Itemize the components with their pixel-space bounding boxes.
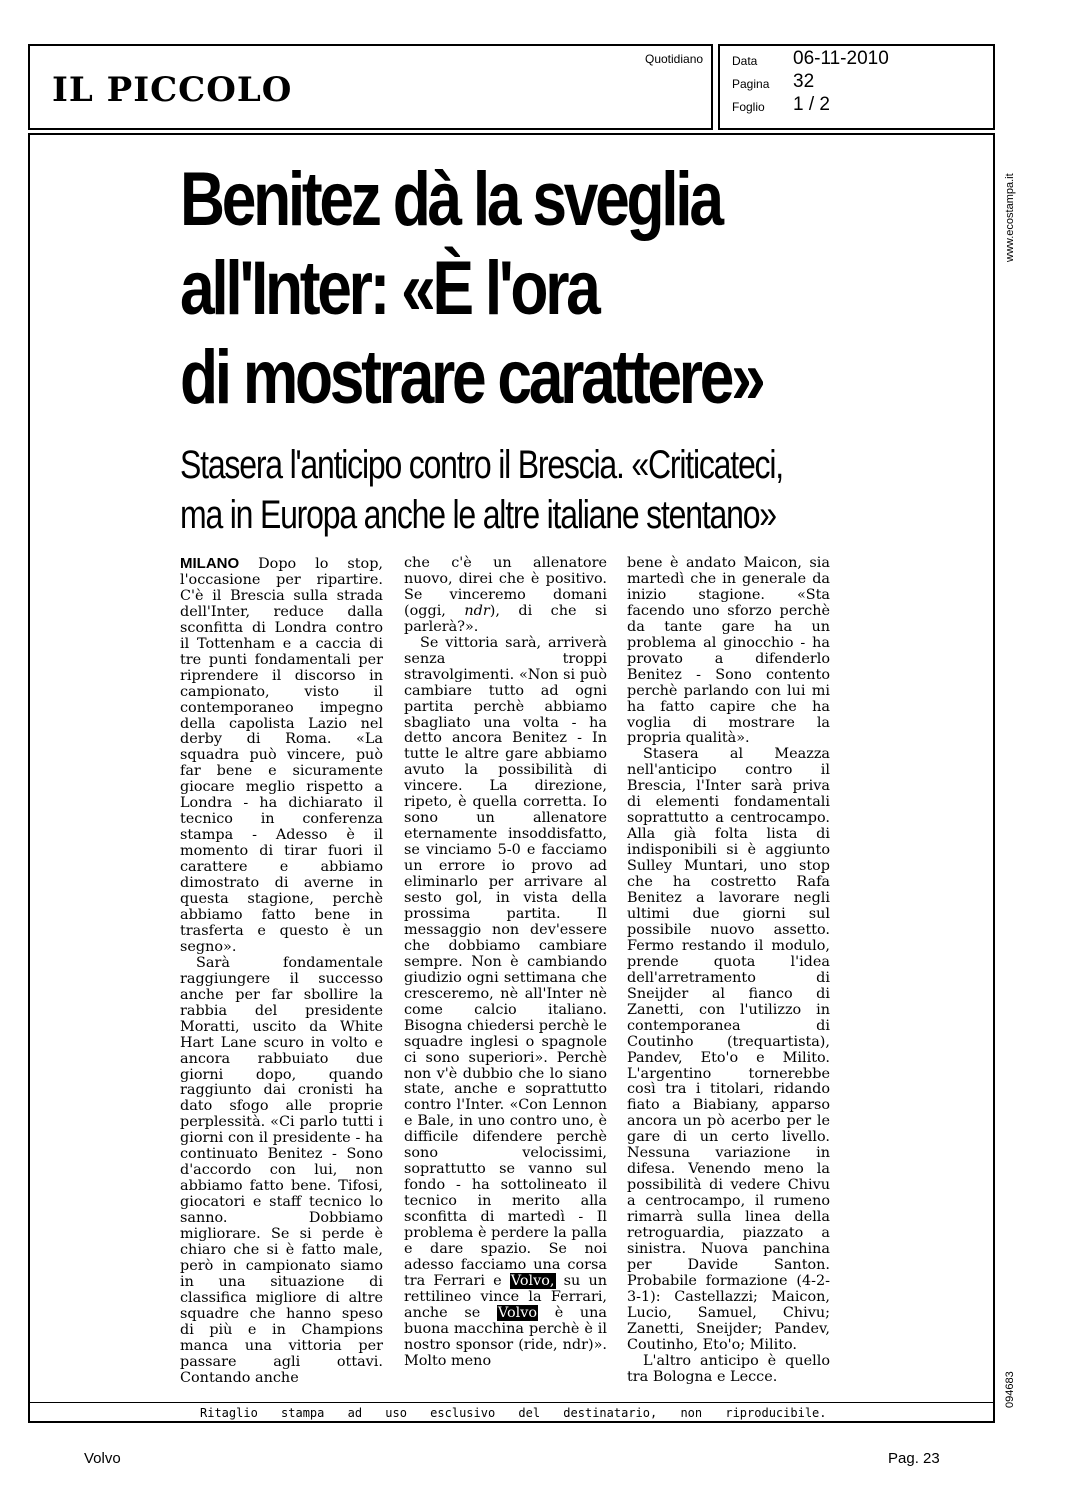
masthead: IL PICCOLO <box>52 70 293 110</box>
website-vertical: www.ecostampa.it <box>1004 173 1016 262</box>
brand-highlight: Volvo, <box>510 1272 555 1289</box>
page-number: Pag. 23 <box>888 1450 940 1467</box>
paragraph: bene è andato Maicon, sia martedì che in generale da inizio stagione. «Sta facendo uno sforzo perchè da tante gare ha un problema al ginocchio - ha provato a difenderlo Benitez - Sono contento perchè parlando con lui mi ha fatto capire che ha voglia di mostrare la propria qualità». <box>627 555 830 747</box>
publication-type: Quotidiano <box>645 52 704 66</box>
headline <box>180 155 787 422</box>
headline-line-1: Benitez dà la sveglia <box>180 157 721 242</box>
headline-line-3: di mostrare carattere» <box>180 335 763 420</box>
headline-line-2: all'Inter: «È l'ora <box>180 246 598 331</box>
subheadline-line-2: ma in Europa anche le altre italiane stentano» <box>180 493 776 537</box>
paragraph <box>404 636 607 1370</box>
article-column-3 <box>627 556 830 1386</box>
paragraph: Stasera al Meazza nell'anticipo contro il Brescia, l'Inter sarà priva di elementi fondamentali soprattutto a centrocampo. Alla già folta lista di indisponibili si è aggiunto Sulley Muntari, uno stop che ha costretto Rafa Benitez a lavorare negli ultimi due giorni sul possibile nuovo assetto. Fermo restando il modulo, prende quota l'idea dell'arretramento di Sneijder al fianco di Zanetti, con l'utilizzo in contemporanea di Coutinho (trequartista), Pandev, Eto'o e Milito. L'argentino tornerebbe così tra i titolari, ridando fiato a Biabiany, apparso ancora un pò acerbo per le gare di un certo livello. Nessuna variazione in difesa. Venendo meno la possibilità di vedere Chivu a centrocampo, il rumeno rimarrà sulla linea della retroguardia, piazzato a sinistra. Nuova panchina per Davide Santon. Probabile formazione (4-2-3-1): Castellazzi; Maicon, Lucio, Samuel, Chivu; Zanetti, Sneijder; Pandev, Coutinho, Eto'o; Milito. <box>627 746 830 1353</box>
paragraph: Sarà fondamentale raggiungere il successo anche per far sbollire la rabbia del presidente Moratti, uscito da White Hart Lane scuro in volto e ancora rabbuiato due giorni dopo, quando raggiunto dai cronisti ha dato sfogo alle proprie perplessità. «Ci parlo tutti i giorni con il presidente - ha continuato Benitez - Sono d'accordo con lui, non abbiamo fatto bene. Tifosi, giocatori e staff tecnico lo sanno. Dobbiamo migliorare. Se si perde è chiaro che si è fatto male, però in campionato siamo in una situazione di classifica migliore di altre squadre che hanno speso di più e in Champions manca una vittoria per passare agli ottavi. Contando anche <box>180 954 383 1386</box>
brand-highlight: Volvo <box>497 1304 538 1321</box>
dateline-city: MILANO <box>180 555 240 572</box>
page-label: Pagina <box>732 77 770 91</box>
sheet-value: 1 / 2 <box>793 94 830 115</box>
article-column-2 <box>404 556 607 1370</box>
date-label: Data <box>732 54 758 68</box>
client-name: Volvo <box>84 1450 121 1467</box>
article-column-1 <box>180 556 383 1387</box>
text-run: che c'è un allenatore nuovo, direi che è positivo. Se vinceremo domani (oggi, <box>404 555 607 619</box>
date-value: 06-11-2010 <box>793 48 889 69</box>
text-run: Se vittoria sarà, arriverà senza troppi stravolgimenti. «Non si può cambiare tutto ad ogni partita perchè abbiamo sbagliato una volta - ha detto ancora Benitez - In tutte le altre gare abbiamo avuto la possibilità di vincere. La direzione, ripeto, è quella corretta. Io sono un allenatore eternamente insoddisfatto, se vinciamo 5-0 e facciamo un errore io provo ad eliminarlo per arrivare al sesto gol, in vista della prossima partita. Il messaggio non dev'essere che dobbiamo cambiare sempre. Non è cambiando giudizio ogni settimana che cresceremo, nè all'Inter nè come calcio italiano. Bisogna chiedersi perchè le squadre inglesi o spagnole ci sono superiori». Perchè non v'è dubbio che lo siano state, anche e soprattutto contro l'Inter. «Con Lennon e Bale, in uno contro uno, è difficile difendere perchè sono velocissimi, soprattutto se vanno sul fondo - ha sottolineato il tecnico in merito alla sconfitta di martedì - Il problema è perdere la palla e dare spazio. Se noi adesso facciamo una corsa tra Ferrari e <box>404 634 607 1289</box>
paragraph <box>180 556 383 956</box>
subheadline-line-1: Stasera l'anticipo contro il Brescia. «Criticateci, <box>180 443 783 487</box>
text-run-italic: ndr <box>464 602 490 619</box>
text-run: è una buona macchina perchè è il nostro sponsor (ride, ndr)». Molto meno <box>404 1304 607 1369</box>
footer-divider <box>28 1402 995 1403</box>
text-run: su un rettilineo vince la Ferrari, anche se <box>404 1272 608 1321</box>
paragraph <box>404 556 607 636</box>
text-run: ), di che si parlerà?». <box>404 602 607 635</box>
reproduction-notice: Ritaglio stampa ad uso esclusivo del destinatario, non riproducibile. <box>200 1406 827 1420</box>
subheadline <box>180 440 783 540</box>
sheet-label: Foglio <box>732 100 765 114</box>
paragraph-text: Dopo lo stop, l'occasione per ripartire. C'è il Brescia sulla strada dell'Inter, reduce dalla sconfitta di Londra contro il Tottenham e a caccia di tre punti fondamentali per riprendere il discorso in campionato, visto il contemporaneo impegno della capolista Lazio nel derby di Roma. «La squadra può vincere, può far bene e sicuramente giocare meglio rispetto a Londra - ha dichiarato il tecnico in conferenza stampa - Adesso è il momento di tirar fuori il carattere e abbiamo dimostrato di averne in questa stagione, perchè abbiamo fatto bene in trasferta e questo è un segno». <box>180 556 383 955</box>
paragraph: L'altro anticipo è quello tra Bologna e Lecce. <box>627 1352 830 1385</box>
code-vertical: 094683 <box>1004 1371 1016 1408</box>
page-value: 32 <box>793 71 815 92</box>
